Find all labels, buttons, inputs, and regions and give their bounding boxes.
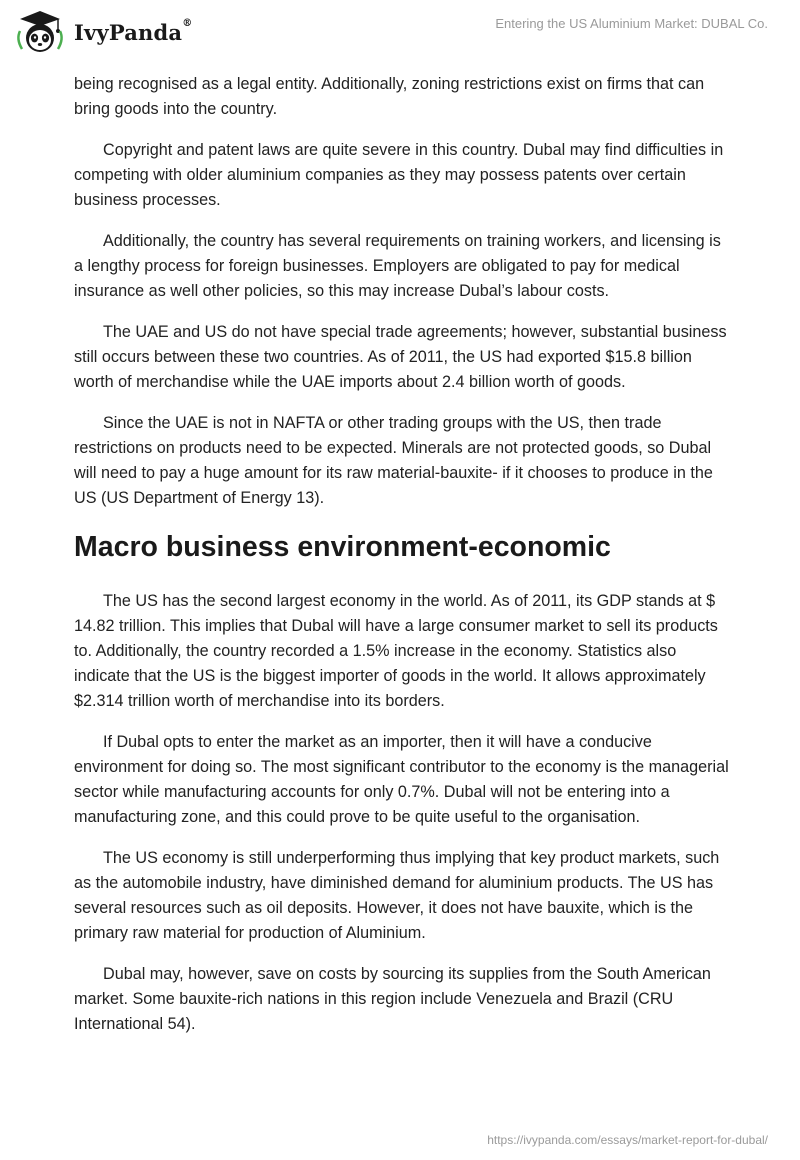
running-title: Entering the US Aluminium Market: DUBAL Co. — [495, 16, 768, 31]
panda-graduate-icon — [14, 9, 66, 55]
section-heading: Macro business environment-economic — [74, 531, 611, 563]
paragraph: The US economy is still underperforming thus implying that key product markets, such as the automobile industry, have diminished demand for aluminium products. The US has several resources such as oil deposits. However, it does not have bauxite, which is the primary raw material for production of Aluminium. — [74, 849, 720, 942]
paragraph: Since the UAE is not in NAFTA or other trading groups with the US, then trade restrictions on products need to be expected. Minerals are not protected goods, so Dubal will need to pay a huge amount for its raw material-bauxite- if it chooses to produce in the US (US Department of Energy 13). — [74, 414, 713, 507]
paragraph: The US has the second largest economy in the world. As of 2011, its GDP stands at $ 14.82 trillion. This implies that Dubal will have a large consumer market to sell its products to. Additionally, the country recorded a 1.5% increase in the economy. Statistics also indicate that the US is the biggest importer of goods in the world. It allows approximately $2.314 trillion worth of merchandise into its borders. — [74, 592, 718, 710]
paragraph: Copyright and patent laws are quite severe in this country. Dubal may find difficulties in competing with older aluminium companies as they may possess patents over certain business processes. — [74, 141, 724, 209]
paragraph: Additionally, the country has several requirements on training workers, and licensing is a lengthy process for foreign businesses. Employers are obligated to pay for medical insurance as well other policies, so this may increase Dubal’s labour costs. — [74, 232, 721, 300]
paragraph: Dubal may, however, save on costs by sourcing its supplies from the South American market. Some bauxite-rich nations in this region include Venezuela and Brazil (CRU International 54). — [74, 965, 711, 1033]
brand-text: IvyPanda — [74, 19, 183, 45]
essay-body — [74, 72, 730, 1053]
paragraph: The UAE and US do not have special trade agreements; however, substantial business still occurs between these two countries. As of 2011, the US had exported $15.8 billion worth of merchandise while the UAE imports about 2.4 billion worth of goods. — [74, 323, 727, 391]
registered-mark: ® — [182, 17, 193, 29]
brand-name — [74, 17, 193, 45]
paragraph: If Dubal opts to enter the market as an importer, then it will have a conducive environment for doing so. The most significant contributor to the economy is the managerial sector while manufacturing accounts for only 0.7%. Dubal will not be entering into a manufacturing zone, and this could prove to be quite useful to the organisation. — [74, 733, 729, 826]
source-url-link[interactable]: https://ivypanda.com/essays/market-report-for-dubal/ — [487, 1133, 768, 1147]
ivypanda-logo[interactable] — [14, 8, 192, 56]
paragraph: being recognised as a legal entity. Additionally, zoning restrictions exist on firms that can bring goods into the country. — [74, 75, 705, 118]
page-header — [0, 0, 800, 70]
